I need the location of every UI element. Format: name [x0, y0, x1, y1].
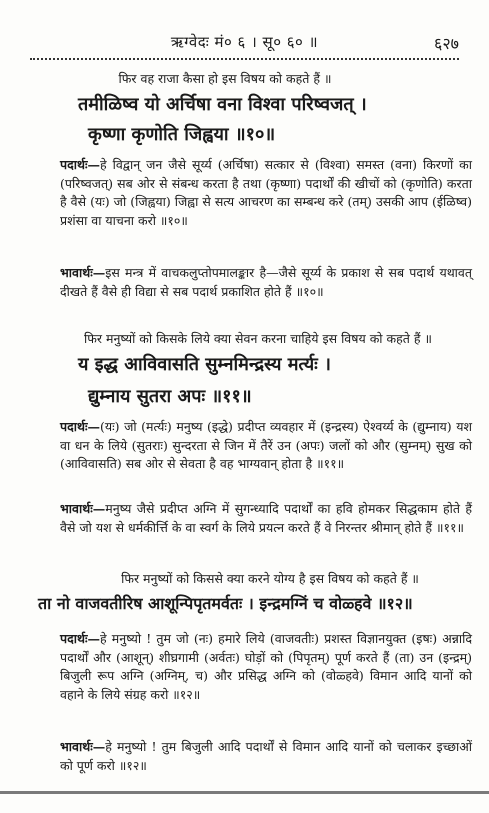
padartha-paragraph — [60, 630, 472, 704]
page-number: ६२७ — [434, 34, 459, 53]
bhavartha-text: मनुष्य जैसे प्रदीप्त अग्नि में सुगन्ध्यादि पदार्थों का हवि होमकर सिद्धकाम होते हैं वैसे जो यश से धर्मकीर्त्ति के वा स्वर्ग के लिये प्रयत्न करते हैं वे निरन्तर श्रीमान् होते हैं ॥११॥ — [60, 501, 472, 535]
bhavartha-paragraph — [60, 264, 472, 301]
verse-line: कृष्णा कृणोति जिह्वया ॥१०॥ — [88, 124, 276, 145]
bhavartha-paragraph — [60, 738, 472, 775]
padartha-text: (यः) जो (मर्त्यः) मनुष्य (इद्धे) प्रदीप्त व्यवहार में (इन्द्रस्य) ऐश्वर्य्य के (द्युम्नाय) यश वा धन के लिये (सुतराः) सुन्दरता से जिन में तैरें उन (अपः) जलों को और (सुम्नम्) सुख को (आविवासति) सब ओर से सेवता है वह भाग्यवान् होता है ॥११॥ — [60, 419, 472, 471]
verse-line: तमीळिष्व यो अर्चिषा वना विश्वा परिष्वजत् । — [78, 94, 367, 115]
bhavartha-label: भावार्थः— — [60, 501, 106, 516]
bhavartha-text: इस मन्त्र में वाचकलुप्तोपमालङ्कार है—जैसे सूर्य्य के प्रकाश से सब पदार्थ यथावत् दीखते हैं वैसे ही विद्या से सब पदार्थ प्रकाशित होते हैं ॥१०॥ — [60, 265, 472, 299]
padartha-paragraph — [60, 418, 472, 474]
page-header — [30, 32, 459, 54]
verse-line: ता नो वाजवतीरिष आशून्पिपृतमर्वतः । इन्द्रमग्निं च वोळ्हवे ॥१२॥ — [38, 594, 413, 613]
running-title: ऋग्वेदः मं० ६ । सू० ६० ॥ — [170, 33, 319, 51]
bhavartha-paragraph — [60, 500, 472, 537]
page-bottom-border — [0, 791, 489, 794]
padartha-text: हे विद्वान् जन जैसे सूर्य्य (अर्चिषा) सत्कार से (विश्वा) समस्त (वना) किरणों का (परिष्वजत्) सब ओर से संबन्ध करता है तथा (कृष्णा) पदार्थों की खीचों को (कृणोति) करता है वैसे (यः) जो (जिह्वया) जिह्वा से सत्य आचरण का सम्बन्ध करे (तम्) उसकी आप (ईळिष्व) प्रशंसा वा याचना करो ॥१०॥ — [60, 157, 472, 228]
bhavartha-label: भावार्थः— — [60, 265, 106, 280]
bhavartha-label: भावार्थः— — [60, 739, 106, 754]
section-intro: फिर मनुष्यों को किससे क्या करने योग्य है इस विषय को कहते हैं ॥ — [121, 571, 419, 586]
padartha-label: पदार्थः— — [60, 157, 100, 172]
padartha-label: पदार्थः— — [60, 419, 100, 434]
section-intro: फिर मनुष्यों को किसके लिये क्या सेवन करना चाहिये इस विषय को कहते हैं ॥ — [84, 331, 432, 346]
padartha-label: पदार्थः— — [60, 631, 100, 646]
padartha-paragraph — [60, 156, 472, 230]
verse-line: द्युम्नाय सुतरा अपः ॥११॥ — [88, 386, 252, 407]
section-intro: फिर वह राजा कैसा हो इस विषय को कहते हैं ॥ — [118, 71, 332, 86]
verse-line: य इद्ध आविवासति सुम्नमिन्द्रस्य मर्त्यः । — [78, 354, 331, 375]
bhavartha-text: हे मनुष्यो ! तुम बिजुली आदि पदार्थों से विमान आदि यानों को चलाकर इच्छाओं को पूर्ण करो ॥१२॥ — [60, 739, 472, 773]
header-divider — [30, 58, 459, 60]
padartha-text: हे मनुष्यो ! तुम जो (नः) हमारे लिये (वाजवतीः) प्रशस्त विज्ञानयुक्त (इषः) अन्नादि पदार्थों और (आशून्) शीघ्रगामी (अर्वतः) घोड़ों को (पिपृतम्) पूर्ण करते हैं (ता) उन (इन्द्रम्) बिजुली रूप अग्नि (अग्निम्, च) और प्रसिद्ध अग्नि को (वोळ्हवे) विमान आदि यानों को वहाने के लिये संग्रह करो ॥१२॥ — [60, 631, 472, 702]
